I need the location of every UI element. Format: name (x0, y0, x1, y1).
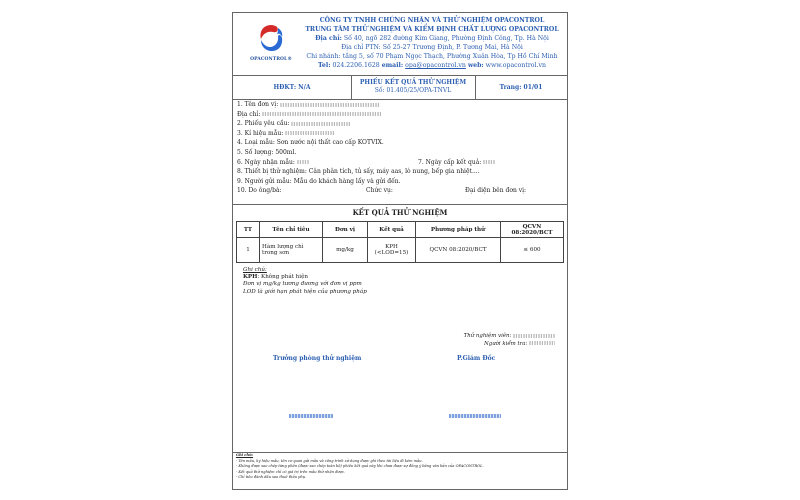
footer-line: - Không được sao chép từng phần (được sao chép toàn bộ) phiếu kết quả này khi chưa được sự đồng ý bằng văn bản của OPACONTROL. (236, 464, 484, 469)
col-method: Phương pháp thử (416, 222, 501, 238)
representative: Đại diện bên đơn vị: (465, 187, 527, 195)
redacted-text (289, 414, 333, 418)
issue-date-wrap (418, 158, 495, 168)
company-logo (241, 21, 301, 71)
tester-line (464, 333, 555, 341)
page-cell (475, 75, 567, 99)
logo-text: OPACONTROL® (250, 57, 292, 62)
company-name: CÔNG TY TNHH CHỨNG NHẬN VÀ THỬ NGHIỆM OPACONTROL (319, 17, 545, 24)
kph-label: KPH (243, 274, 258, 281)
info-request (237, 119, 563, 129)
sample-info (237, 100, 563, 196)
info-sample-type: 4. Loại mẫu: Sơn nước nội thất cao cấp KOTVIX. (237, 139, 384, 147)
deputy-director-title: P.Giám Đốc (457, 355, 496, 362)
web-label: web: (467, 62, 484, 69)
address-label: Địa chỉ: (315, 35, 342, 42)
lab-head-title: Trưởng phòng thử nghiệm (273, 355, 362, 362)
doc-title-cell (351, 75, 476, 99)
contact-line (299, 61, 565, 70)
hdkt-label: HĐKT: N/A (273, 83, 311, 91)
cell-method: QCVN 08:2020/BCT (416, 238, 501, 263)
cell-unit: mg/kg (323, 238, 368, 263)
redacted-text (262, 112, 382, 116)
results-title: KẾT QUẢ THỬ NGHIỆM (352, 208, 448, 217)
result-notes (243, 267, 367, 296)
doc-number: Số: 01.405/25/OPA-TNVL (374, 87, 452, 94)
issue-date: 7. Ngày cấp kết quả: (418, 158, 482, 166)
info-sample-code (237, 129, 563, 139)
email-link[interactable]: opa@opacontrol.vn (405, 62, 466, 69)
info-quantity: 5. Số lượng: 500ml. (237, 148, 297, 156)
result-lod: (<LOD=15) (374, 250, 409, 256)
tel-label: Tel: (318, 62, 331, 69)
lab-head-name (289, 413, 333, 419)
cell-result (368, 238, 416, 263)
footer-line: - Chỉ tiêu đánh dấu sao thuê thầu phụ. (236, 475, 307, 480)
col-result: Kết quả (368, 222, 416, 238)
cell-name: Hàm lượng chì trong sơn (260, 238, 323, 263)
redacted-text (285, 131, 335, 135)
doc-title: PHIẾU KẾT QUẢ THỬ NGHIỆM (359, 79, 467, 86)
checker-line (464, 341, 555, 349)
footer-title: Ghi chú: (236, 453, 254, 457)
center-name: TRUNG TÂM THỬ NGHIỆM VÀ KIỂM ĐỊNH CHẤT LƯỢNG OPACONTROL (305, 26, 559, 33)
info-sender: 9. Người gửi mẫu: Mẫu do khách hàng lấy và gửi đến. (237, 177, 401, 185)
document-id-bar (233, 75, 567, 100)
notes-title: Ghi chú: (243, 267, 267, 273)
tester-block (464, 333, 555, 348)
redacted-text (483, 160, 495, 164)
result-value: KPH (385, 244, 398, 250)
label: Địa chỉ: (237, 110, 261, 118)
hdkt-cell (233, 75, 352, 99)
info-unit-address (237, 110, 563, 120)
received-date: 6. Ngày nhận mẫu: (237, 158, 295, 166)
table-header-row (237, 222, 564, 238)
label: 2. Phiếu yêu cầu: (237, 120, 290, 128)
col-tt: TT (237, 222, 260, 238)
label: 3. Kí hiệu mẫu: (237, 129, 284, 137)
info-equipment: 8. Thiết bị thử nghiệm: Cân phân tích, tủ sấy, máy aas, lò nung, bếp gia nhiệt.... (237, 168, 480, 176)
col-limit: QCVN 08:2020/BCT (501, 222, 564, 238)
tester-label: Thử nghiệm viên: (463, 333, 512, 339)
redacted-text (291, 122, 351, 126)
deputy-director-name (449, 413, 501, 419)
footer-line: - Tên mẫu, ký hiệu mẫu, tên cơ quan gửi mẫu và công trình sử dụng được ghi theo tài liệu đi kèm mẫu. (236, 458, 423, 463)
footer-notes (233, 452, 567, 491)
lab-address: Địa chỉ PTN: Số 25-27 Trương Định, P. Tương Mai, Hà Nội (341, 44, 523, 51)
redacted-text (449, 414, 501, 418)
redacted-text (529, 341, 555, 345)
label: 1. Tên đơn vị: (237, 101, 279, 108)
page-number: Trang: 01/01 (499, 83, 543, 91)
info-person (237, 186, 563, 196)
report-header (233, 13, 567, 76)
redacted-text (513, 334, 555, 338)
divider (233, 204, 567, 205)
redacted-text (280, 103, 380, 107)
branch-address: Chi nhánh: tầng 5, số 70 Phạm Ngọc Thạch, Phường Xuân Hòa, Tp Hồ Chí Minh (306, 53, 558, 60)
info-unit-name (237, 100, 563, 110)
col-name: Tên chỉ tiêu (260, 222, 323, 238)
col-unit: Đơn vị (323, 222, 368, 238)
web-link[interactable]: www.opacontrol.vn (485, 62, 546, 69)
notes-unit: Đơn vị mg/kg tương đương với đơn vị ppm (243, 281, 362, 288)
address: Số 40, ngõ 282 đường Kim Giang, Phường Định Công, Tp. Hà Nội (343, 35, 549, 42)
address-line (299, 34, 565, 43)
notes-lod: LOD là giới hạn phát hiện của phương pháp (243, 288, 367, 295)
by-person: 10. Do ông/bà: (237, 187, 282, 195)
opacontrol-logo-icon (257, 23, 285, 53)
kph-text: : Không phát hiện (257, 274, 308, 281)
results-table (236, 221, 564, 263)
cell-limit: ≤ 600 (501, 238, 564, 263)
company-info (299, 16, 565, 70)
footer-line: - Kết quả thử nghiệm chỉ có giá trị trên mẫu thử nhận được. (236, 469, 346, 474)
test-report-document (232, 12, 568, 490)
redacted-text (297, 160, 309, 164)
checker-label: Người kiểm tra: (484, 340, 528, 347)
email-label: email: (381, 62, 404, 69)
position: Chức vụ: (366, 187, 393, 195)
table-row (237, 238, 564, 263)
cell-tt: 1 (237, 238, 260, 263)
tel: 024.2206.1628 (332, 62, 380, 69)
info-dates (237, 158, 563, 168)
